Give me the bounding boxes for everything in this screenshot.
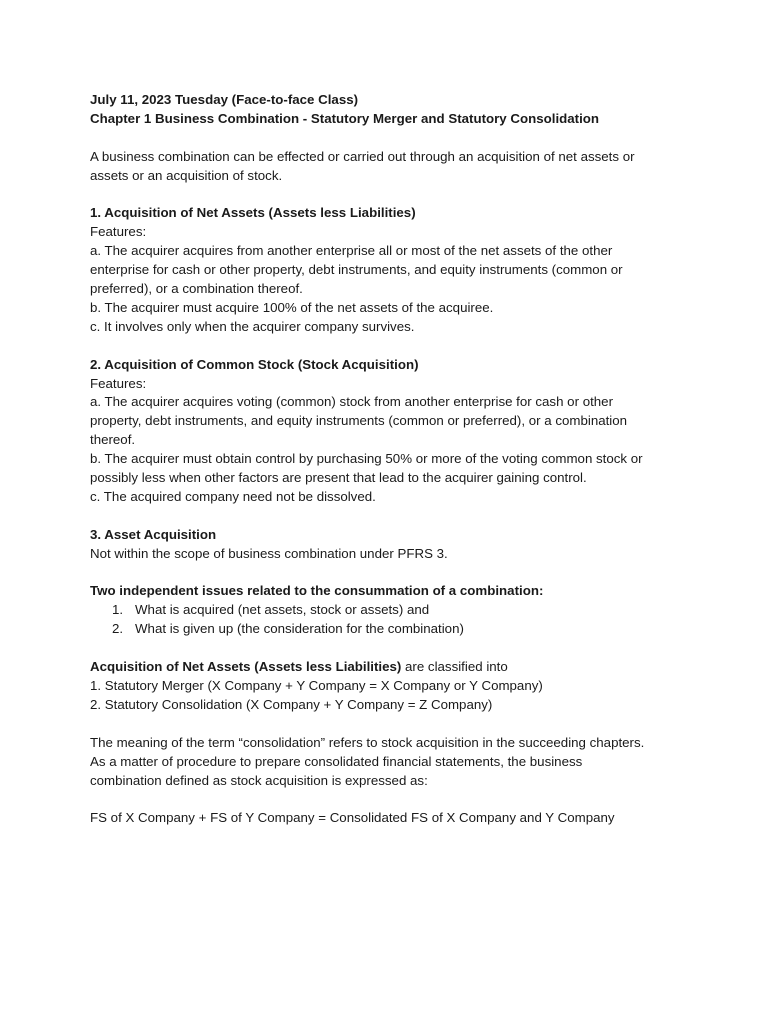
intro-line: A business combination can be effected or carried out through an acquisition of net assets or (90, 148, 635, 164)
list-number: 2. (112, 621, 124, 637)
features-label: Features: (90, 224, 147, 240)
formula-line: FS of X Company + FS of Y Company = Consolidated FS of X Company and Y Company (90, 810, 615, 826)
feature-line: b. The acquirer must acquire 100% of the net assets of the acquiree. (90, 299, 494, 315)
feature-line: c. The acquired company need not be dissolved. (90, 488, 376, 504)
date-line: July 11, 2023 Tuesday (Face-to-face Class) (90, 92, 359, 107)
list-text: What is acquired (net assets, stock or assets) and (135, 602, 430, 618)
section-heading: 1. Acquisition of Net Assets (Assets less Liabilities) (90, 205, 416, 221)
classification-bold: Acquisition of Net Assets (Assets less Liabilities) (90, 659, 402, 675)
section-text: Not within the scope of business combination under PFRS 3. (90, 545, 448, 561)
feature-line: b. The acquirer must obtain control by purchasing 50% or more of the voting common stock or (90, 451, 643, 467)
classification-rest: are classified into (401, 659, 508, 675)
classification-line (90, 658, 690, 677)
section-heading: 3. Asset Acquisition (90, 526, 217, 542)
chapter-title: Chapter 1 Business Combination - Statutory Merger and Statutory Consolidation (90, 110, 600, 126)
feature-line: a. The acquirer acquires from another enterprise all or most of the net assets of the other (90, 243, 613, 259)
feature-line: thereof. (90, 432, 136, 448)
list-item (90, 620, 690, 639)
issues-list (90, 601, 690, 639)
document-body (90, 91, 690, 828)
feature-line: preferred), or a combination thereof. (90, 281, 303, 297)
list-item (90, 601, 690, 620)
feature-line: enterprise for cash or other property, debt instruments, and equity instruments (common or (90, 262, 623, 278)
feature-line: property, debt instruments, and equity instruments (common or preferred), or a combination (90, 413, 628, 429)
list-text: What is given up (the consideration for the combination) (135, 621, 464, 637)
classification-item: 1. Statutory Merger (X Company + Y Company = X Company or Y Company) (90, 678, 543, 693)
meaning-line: combination defined as stock acquisition is expressed as: (90, 772, 428, 788)
classification-item: 2. Statutory Consolidation (X Company + Y Company = Z Company) (90, 696, 493, 712)
section-heading: 2. Acquisition of Common Stock (Stock Acquisition) (90, 356, 419, 372)
meaning-line: As a matter of procedure to prepare consolidated financial statements, the business (90, 753, 583, 769)
features-label: Features: (90, 375, 147, 391)
feature-line: possibly less when other factors are present that lead to the acquirer gaining control. (90, 470, 587, 486)
intro-line: assets or an acquisition of stock. (90, 167, 283, 183)
meaning-line: The meaning of the term “consolidation” refers to stock acquisition in the succeeding chapters. (90, 734, 645, 750)
feature-line: c. It involves only when the acquirer company survives. (90, 318, 415, 334)
list-number: 1. (112, 602, 124, 618)
issues-heading: Two independent issues related to the consummation of a combination: (90, 583, 544, 599)
feature-line: a. The acquirer acquires voting (common) stock from another enterprise for cash or other (90, 394, 613, 410)
